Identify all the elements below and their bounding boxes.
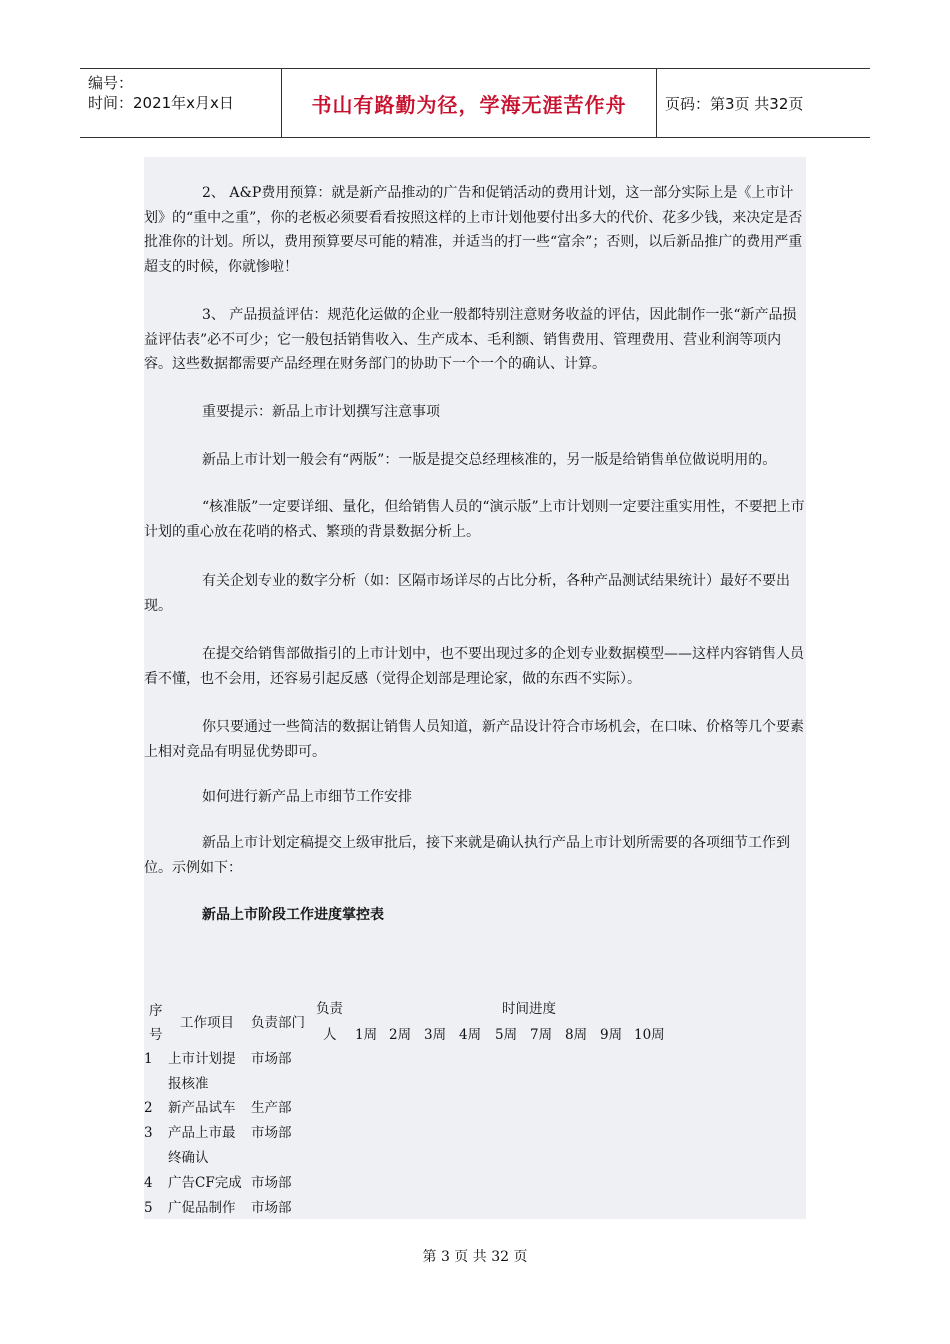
document-body xyxy=(144,157,806,1219)
row-item-cont: 报核准 xyxy=(168,1076,209,1092)
row-department: 市场部 xyxy=(251,1125,292,1141)
header-time-label: 时间：2021年x月x日 xyxy=(88,94,234,112)
paragraph-approval-next: 新品上市计划定稿提交上级审批后，接下来就是确认执行产品上市计划所需要的各项细节工作到位。示例如下： xyxy=(144,835,790,876)
paragraph-number-analysis: 有关企划专业的数字分析（如：区隔市场详尽的占比分析，各种产品测试结果统计）最好不要出现。 xyxy=(144,573,790,614)
header-person-1: 负责 xyxy=(316,1001,343,1017)
row-department: 市场部 xyxy=(251,1200,292,1216)
row-department: 市场部 xyxy=(251,1175,292,1191)
row-item-cont: 终确认 xyxy=(168,1150,209,1166)
header-number-label: 编号： xyxy=(88,74,134,92)
row-department: 生产部 xyxy=(251,1100,292,1116)
header-motto: 书山有路勤为径，学海无涯苦作舟 xyxy=(282,69,657,137)
paragraph-sales-guide: 在提交给销售部做指引的上市计划中，也不要出现过多的企划专业数据模型——这样内容销售人员看不懂，也不会用，还容易引起反感（觉得企划部是理论家，做的东西不实际）。 xyxy=(144,646,804,687)
week-header: 8周 xyxy=(565,1027,588,1043)
table-title: 新品上市阶段工作进度掌控表 xyxy=(202,907,384,923)
paragraph-pl-evaluation: 3、 产品损益评估：规范化运做的企业一般都特别注意财务收益的评估，因此制作一张“新产品损益评估表”必不可少；它一般包括销售收入、生产成本、毛利额、销售费用、管理费用、营业利润等项内容。这些数据都需要产品经理在财务部门的协助下一个一个的确认、计算。 xyxy=(144,307,797,372)
row-department: 市场部 xyxy=(251,1051,292,1067)
week-header: 4周 xyxy=(459,1027,482,1043)
row-item: 新产品试车 xyxy=(168,1100,236,1116)
week-header: 7周 xyxy=(530,1027,553,1043)
week-header: 3周 xyxy=(424,1027,447,1043)
row-item: 产品上市最 xyxy=(168,1125,236,1141)
row-item: 上市计划提 xyxy=(168,1051,236,1067)
header-meta xyxy=(80,69,282,137)
week-header: 2周 xyxy=(389,1027,412,1043)
week-header: 5周 xyxy=(495,1027,518,1043)
header-progress: 时间进度 xyxy=(502,1001,556,1017)
header-page-info: 页码：第3页 共32页 xyxy=(665,94,804,113)
header-no-1: 序 xyxy=(149,1003,163,1019)
paragraph-ap-budget: 2、 A&P费用预算：就是新产品推动的广告和促销活动的费用计划，这一部分实际上是《上市计划》的“重中之重”，你的老板必须要看看按照这样的上市计划他要付出多大的代价、花多少钱，来决定是否批准你的计划。所以，费用预算要尽可能的精准，并适当的打一些“富余”；否则，以后新品推广的费用严重超支的时候，你就惨啦！ xyxy=(144,185,803,275)
row-number: 5 xyxy=(144,1200,153,1216)
header-person-2: 人 xyxy=(323,1027,337,1043)
paragraph-simple-data: 你只要通过一些简洁的数据让销售人员知道，新产品设计符合市场机会，在口味、价格等几个要素上相对竞品有明显优势即可。 xyxy=(144,719,804,760)
row-number: 4 xyxy=(144,1175,153,1191)
paragraph-detail-heading: 如何进行新产品上市细节工作安排 xyxy=(202,789,412,805)
week-header: 9周 xyxy=(600,1027,623,1043)
header-work-item: 工作项目 xyxy=(180,1015,234,1031)
row-number: 1 xyxy=(144,1051,153,1067)
header-no-2: 号 xyxy=(149,1027,163,1043)
page-footer: 第 3 页 共 32 页 xyxy=(422,1249,528,1265)
page-header xyxy=(80,68,870,138)
row-number: 3 xyxy=(144,1125,153,1141)
week-header: 10周 xyxy=(634,1027,665,1043)
row-number: 2 xyxy=(144,1100,153,1116)
row-item: 广促品制作 xyxy=(168,1200,236,1216)
week-header: 1周 xyxy=(355,1027,378,1043)
row-item: 广告CF完成 xyxy=(168,1175,242,1191)
paragraph-important-note: 重要提示：新品上市计划撰写注意事项 xyxy=(202,404,440,420)
header-department: 负责部门 xyxy=(251,1015,305,1031)
paragraph-approval-version: “核准版”一定要详细、量化，但给销售人员的“演示版”上市计划则一定要注重实用性，不要把上市计划的重心放在花哨的格式、繁琐的背景数据分析上。 xyxy=(144,499,805,540)
paragraph-two-versions: 新品上市计划一般会有“两版”：一版是提交总经理核准的，另一版是给销售单位做说明用的。 xyxy=(202,452,777,468)
